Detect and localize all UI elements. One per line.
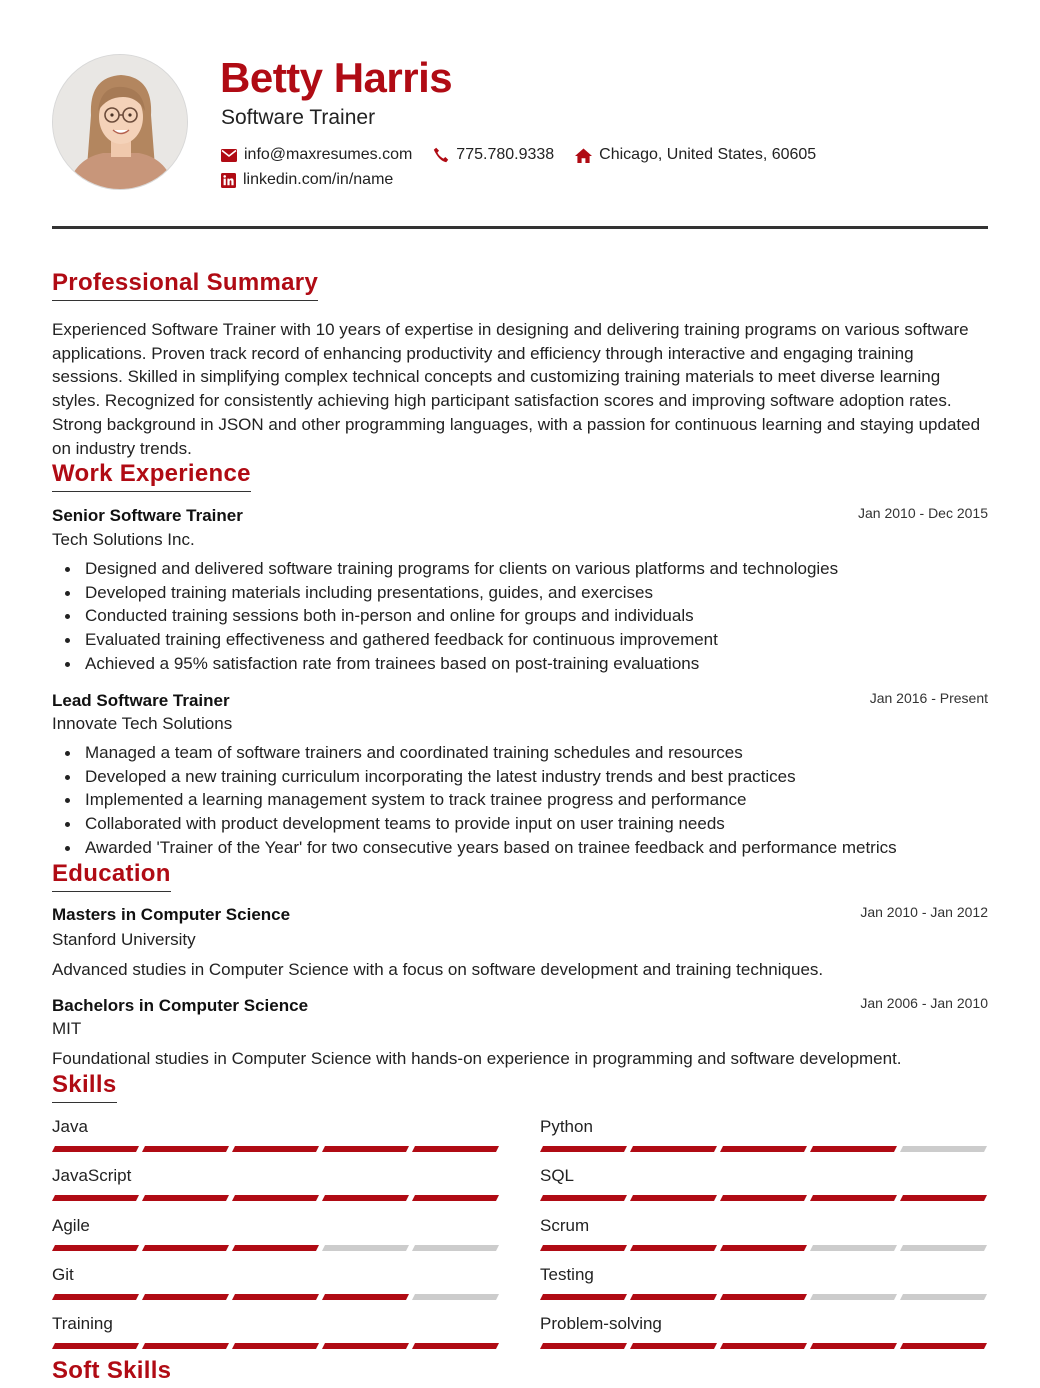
skill-segment-filled (142, 1245, 229, 1251)
skill-name: Testing (540, 1265, 594, 1284)
education-description: Foundational studies in Computer Science with hands-on experience in programming and software development. (52, 1049, 902, 1068)
skill-level-bar (540, 1195, 987, 1201)
bullet-item: Conducted training sessions both in-person and online for groups and individuals (52, 604, 988, 628)
skill-segment-empty (322, 1245, 409, 1251)
bullet-item: Achieved a 95% satisfaction rate from trainees based on post-training evaluations (52, 652, 988, 676)
candidate-name: Betty Harris (220, 54, 453, 101)
skill-segment-filled (720, 1245, 807, 1251)
section-heading-summary: Professional Summary (52, 268, 318, 301)
profile-photo (52, 54, 188, 190)
job-title: Lead Software Trainer (52, 691, 230, 710)
skill-segment-empty (900, 1245, 987, 1251)
skill-segment-filled (52, 1343, 139, 1349)
skill-item (52, 1215, 499, 1237)
skill-level-bar (52, 1146, 499, 1152)
education-description: Advanced studies in Computer Science with a focus on software development and training techniques. (52, 960, 824, 979)
section-heading-experience: Work Experience (52, 459, 251, 492)
skill-segment-filled (540, 1195, 627, 1201)
skill-level-bar (52, 1294, 499, 1300)
degree-title: Masters in Computer Science (52, 905, 291, 924)
skill-segment-filled (720, 1294, 807, 1300)
job-bullets (52, 741, 988, 860)
skill-segment-filled (540, 1146, 627, 1152)
email-text: info@maxresumes.com (244, 146, 413, 163)
skill-segment-filled (52, 1245, 139, 1251)
skill-name: Agile (52, 1216, 90, 1235)
skill-segment-filled (630, 1195, 717, 1201)
skill-name: Python (540, 1117, 593, 1136)
skill-segment-filled (232, 1245, 319, 1251)
skill-segment-filled (322, 1195, 409, 1201)
bullet-item: Implemented a learning management system to track trainee progress and performance (52, 788, 988, 812)
job-title: Senior Software Trainer (52, 506, 243, 525)
job-bullets (52, 557, 988, 676)
degree-title: Bachelors in Computer Science (52, 996, 309, 1015)
skill-name: Training (52, 1314, 113, 1333)
skill-segment-empty (810, 1294, 897, 1300)
skill-segment-filled (232, 1343, 319, 1349)
bullet-item: Managed a team of software trainers and coordinated training schedules and resources (52, 741, 988, 765)
envelope-icon (221, 149, 237, 162)
skill-segment-filled (720, 1195, 807, 1201)
job-company: Innovate Tech Solutions (52, 714, 233, 733)
bullet-item: Developed a new training curriculum incorporating the latest industry trends and best practices (52, 765, 988, 789)
skill-level-bar (540, 1343, 987, 1349)
skill-segment-empty (810, 1245, 897, 1251)
skill-level-bar (540, 1294, 987, 1300)
skill-segment-filled (142, 1343, 229, 1349)
skill-name: Scrum (540, 1216, 590, 1235)
location-text: Chicago, United States, 60605 (599, 146, 817, 163)
job-company: Tech Solutions Inc. (52, 530, 195, 549)
contact-location (575, 144, 816, 166)
linkedin-text: linkedin.com/in/name (243, 171, 394, 188)
bullet-item: Awarded 'Trainer of the Year' for two consecutive years based on trainee feedback and performance metrics (52, 836, 988, 860)
skill-item (540, 1264, 987, 1286)
skill-item (540, 1165, 987, 1187)
skill-segment-filled (630, 1146, 717, 1152)
skill-segment-filled (630, 1294, 717, 1300)
skill-segment-filled (630, 1343, 717, 1349)
home-icon (575, 148, 592, 163)
school-name: Stanford University (52, 930, 196, 949)
skill-segment-filled (52, 1146, 139, 1152)
skill-segment-filled (322, 1146, 409, 1152)
skill-level-bar (52, 1343, 499, 1349)
resume-header (52, 0, 988, 230)
contact-email[interactable] (221, 144, 412, 166)
bullet-item: Designed and delivered software training programs for clients on various platforms and technologies (52, 557, 988, 581)
skill-segment-filled (810, 1195, 897, 1201)
skill-level-bar (52, 1245, 499, 1251)
candidate-title: Software Trainer (221, 106, 376, 129)
school-name: MIT (52, 1019, 82, 1038)
skill-segment-filled (630, 1245, 717, 1251)
contact-linkedin[interactable] (221, 169, 393, 191)
skill-item (540, 1313, 987, 1335)
skill-segment-filled (142, 1195, 229, 1201)
skill-segment-filled (900, 1195, 987, 1201)
skill-segment-filled (900, 1343, 987, 1349)
skill-segment-filled (322, 1343, 409, 1349)
education-dates: Jan 2010 - Jan 2012 (860, 904, 988, 920)
skill-segment-filled (540, 1294, 627, 1300)
skill-segment-filled (142, 1146, 229, 1152)
skill-segment-filled (52, 1294, 139, 1300)
skill-item (52, 1116, 499, 1138)
header-divider (52, 226, 988, 229)
section-heading-skills: Skills (52, 1070, 117, 1103)
skill-segment-filled (540, 1245, 627, 1251)
skill-segment-filled (412, 1146, 499, 1152)
skill-segment-filled (810, 1146, 897, 1152)
phone-icon (433, 147, 449, 163)
bullet-item: Collaborated with product development teams to provide input on user training needs (52, 812, 988, 836)
skill-segment-filled (720, 1343, 807, 1349)
skill-segment-filled (412, 1343, 499, 1349)
skill-item (52, 1264, 499, 1286)
summary-text: Experienced Software Trainer with 10 years of expertise in designing and delivering training programs on various software applications. Proven track record of enhancing productivity and efficiency through interactive and engaging training sessions. Skilled in simplifying complex technical concepts and customizing training materials to meet diverse learning styles. Recognized for consistently achieving high participant satisfaction scores and improving software adoption rates. Strong background in JSON and other programming languages, with a passion for continuous learning and staying updated on industry trends. (52, 320, 981, 458)
skill-segment-empty (412, 1245, 499, 1251)
skill-name: SQL (540, 1166, 575, 1185)
skill-item (52, 1313, 499, 1335)
skill-level-bar (540, 1146, 987, 1152)
contact-row (221, 144, 837, 166)
skill-segment-filled (142, 1294, 229, 1300)
skill-name: Java (52, 1117, 88, 1136)
skill-segment-empty (900, 1146, 987, 1152)
phone-text: 775.780.9338 (456, 146, 555, 163)
skill-segment-filled (720, 1146, 807, 1152)
section-heading-soft-skills: Soft Skills (52, 1357, 172, 1384)
skill-segment-filled (232, 1294, 319, 1300)
skill-segment-filled (232, 1146, 319, 1152)
skill-segment-filled (322, 1294, 409, 1300)
skill-item (540, 1215, 987, 1237)
skill-segment-filled (810, 1343, 897, 1349)
skill-segment-empty (412, 1294, 499, 1300)
contact-row-2 (221, 169, 414, 191)
skill-segment-filled (412, 1195, 499, 1201)
skill-segment-filled (540, 1343, 627, 1349)
section-heading-education: Education (52, 859, 171, 892)
bullet-item: Evaluated training effectiveness and gathered feedback for continuous improvement (52, 628, 988, 652)
education-dates: Jan 2006 - Jan 2010 (860, 995, 988, 1011)
skill-segment-filled (52, 1195, 139, 1201)
skill-level-bar (540, 1245, 987, 1251)
contact-phone[interactable] (433, 144, 554, 166)
skill-segment-filled (232, 1195, 319, 1201)
skill-item (52, 1165, 499, 1187)
job-dates: Jan 2010 - Dec 2015 (858, 505, 988, 521)
skill-level-bar (52, 1195, 499, 1201)
skill-item (540, 1116, 987, 1138)
skill-name: Git (52, 1265, 74, 1284)
skill-name: Problem-solving (540, 1314, 662, 1333)
linkedin-icon (221, 173, 236, 188)
skill-name: JavaScript (52, 1166, 132, 1185)
bullet-item: Developed training materials including presentations, guides, and exercises (52, 581, 988, 605)
job-dates: Jan 2016 - Present (869, 690, 988, 706)
skill-segment-empty (900, 1294, 987, 1300)
